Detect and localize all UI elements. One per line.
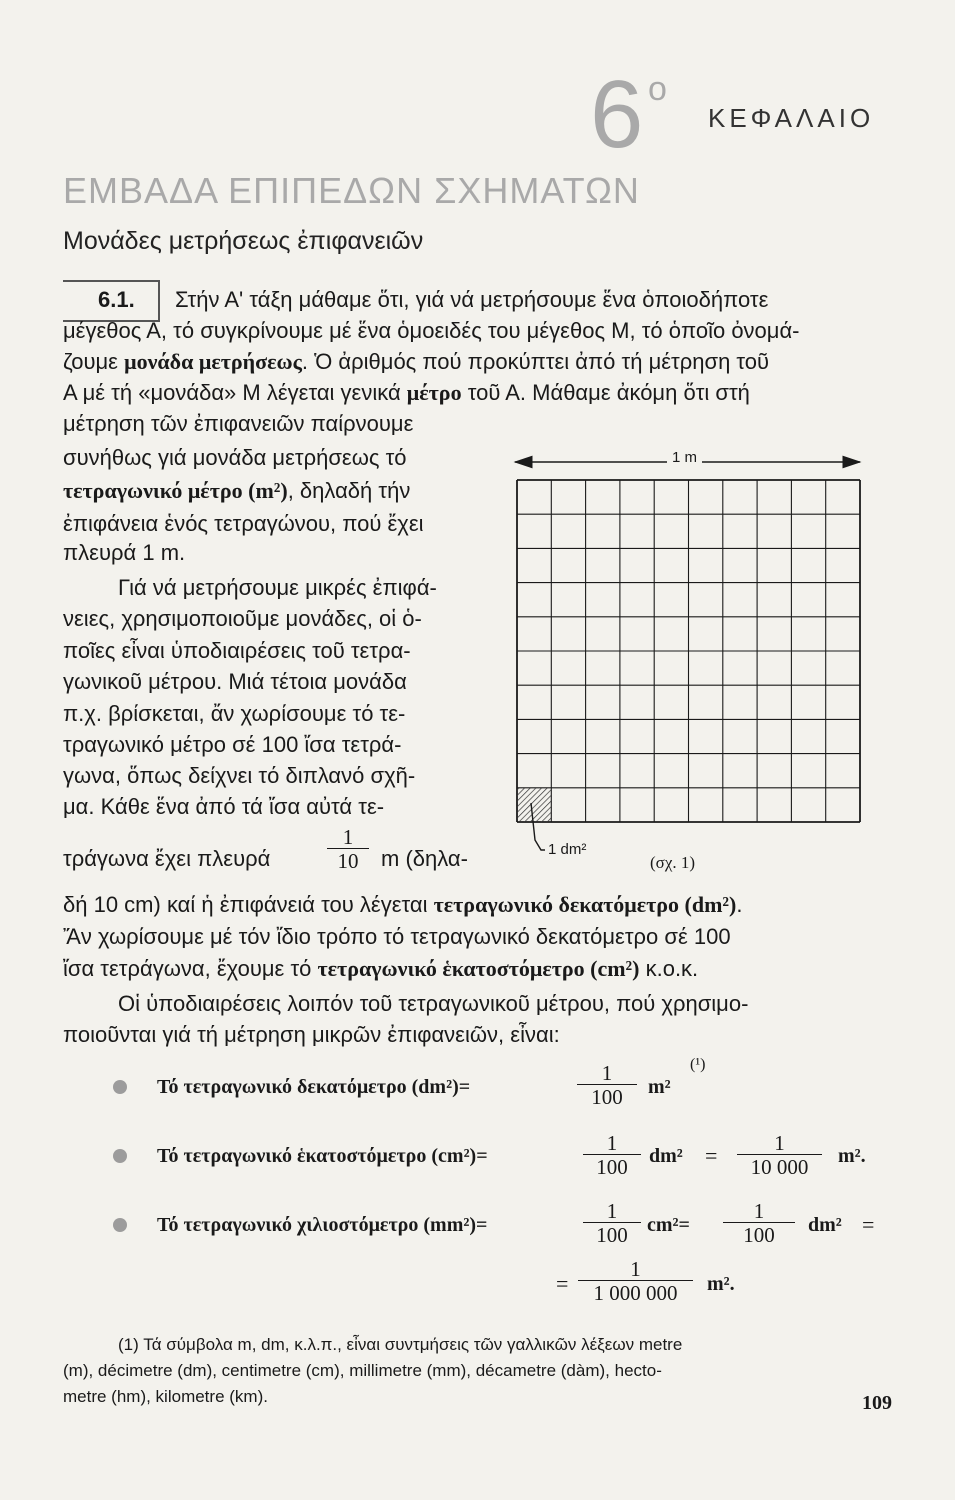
bullet-2-label: Τό τετραγωνικό ἑκατοστόμετρο (cm²)= [157,1145,488,1167]
bullet-dot-1 [113,1080,127,1094]
footnote-reference: (¹) [690,1056,706,1073]
chapter-title: ΕΜΒΑΔΑ ΕΠΙΠΕΔΩΝ ΣΧΗΜΑΤΩΝ [63,170,640,211]
p2-line-9b: m (δηλα- [381,846,468,871]
bullet-4-unit: m². [707,1273,735,1295]
bullet-dot-3 [113,1218,127,1232]
chapter-number: 6 [590,61,644,168]
p1-line-6: συνήθως γιά μονάδα μετρήσεως τό [63,445,407,470]
bullet-3-unit-1: cm²= [647,1214,690,1236]
bullet-2-unit-1: dm² [649,1145,683,1167]
term-measure: μέτρο [406,380,462,405]
figure-top-label: 1 m [667,449,702,466]
bullet-2-equals: = [705,1143,718,1168]
square-metre-grid-figure [505,445,870,865]
p2-line-5: π.χ. βρίσκεται, ἄν χωρίσουμε τό τε- [63,701,406,726]
p1-line-1: Στήν Α' τάξη μάθαμε ὅτι, γιά νά μετρήσουμε ἕνα ὁποιοδήποτε [175,287,769,312]
p3-line-2: ποιοῦνται γιά τή μέτρηση μικρῶν ἐπιφανειῶν, εἶναι: [63,1022,560,1047]
chapter-word: ΚΕΦΑΛΑΙΟ [708,103,875,133]
p2-line-1: Γιά νά μετρήσουμε μικρές ἐπιφά- [118,575,437,600]
fraction-one-hundredth-1: 1 100 [577,1062,637,1109]
fraction-one-ten-thousandth: 1 10 000 [737,1132,822,1179]
chapter-number-superscript: o [648,70,667,108]
p2-line-7: γωνα, ὅπως δείχνει τό διπλανό σχῆ- [63,763,416,788]
p3-line-1: Οἱ ὑποδιαιρέσεις λοιπόν τοῦ τετραγωνικοῦ μέτρου, πού χρησιμο- [118,991,749,1016]
p2-line-9a: τράγωνα ἔχει πλευρά [63,846,271,871]
fraction-one-millionth: 1 1 000 000 [578,1258,693,1305]
p1-line-9: πλευρά 1 m. [63,540,186,565]
term-unit-of-measure: μονάδα μετρήσεως [124,349,302,374]
figure-caption: (σχ. 1) [650,853,696,872]
footnote-line-3: metre (hm), kilometre (km). [63,1387,268,1406]
footnote-line-1: (1) Τά σύμβολα m, dm, κ.λ.π., εἶναι συντμήσεις τῶν γαλλικῶν λέξεων metre [118,1335,683,1354]
p2-line-12: ἴσα τετράγωνα, ἔχουμε τό τετραγωνικό ἑκατοστόμετρο (cm²) κ.ο.κ. [63,956,699,981]
bullet-4-equals: = [556,1271,569,1296]
fraction-one-hundredth-3: 1 100 [583,1200,641,1247]
p2-line-6: τραγωνικό μέτρο σέ 100 ἴσα τετρά- [63,732,402,757]
p2-line-10: δή 10 cm) καί ἡ ἐπιφάνειά του λέγεται τετραγωνικό δεκατόμετρο (dm²). [63,892,743,917]
grid-lines [517,480,860,822]
p2-line-3: ποῖες εἶναι ὑποδιαιρέσεις τοῦ τετρα- [63,638,411,663]
p2-line-2: νειες, χρησιμοποιοῦμε μονάδες, οἱ ὁ- [63,606,422,631]
one-dm-square-hatched [517,788,551,822]
p1-line-2: μέγεθος Α, τό συγκρίνουμε μέ ἕνα ὁμοειδές του μέγεθος Μ, τό ὁποῖο ὀνομά- [63,318,800,343]
bullet-1-label: Τό τετραγωνικό δεκατόμετρο (dm²)= [157,1076,471,1098]
bullet-dot-2 [113,1149,127,1163]
bullet-1-unit: m² [648,1076,671,1098]
fraction-one-hundredth-2: 1 100 [583,1132,641,1179]
bullet-3-equals: = [862,1212,875,1237]
bullet-3-label: Τό τετραγωνικό χιλιοστόμετρο (mm²)= [157,1214,488,1236]
fraction-one-tenth: 1 10 [327,826,369,873]
bullet-2-unit-2: m². [838,1145,866,1167]
term-square-centimetre: τετραγωνικό ἑκατοστόμετρο (cm²) [317,956,640,981]
p2-line-4: γωνικοῦ μέτρου. Μιά τέτοια μονάδα [63,669,407,694]
fraction-one-hundredth-4: 1 100 [723,1200,795,1247]
term-square-decimetre: τετραγωνικό δεκατόμετρο (dm²) [433,892,737,917]
p1-line-3: ζουμε μονάδα μετρήσεως. Ὁ ἀριθμός πού προκύπτει ἀπό τή μέτρηση τοῦ [63,349,770,374]
section-number: 6.1. [98,287,135,312]
p1-line-5: μέτρηση τῶν ἐπιφανειῶν παίρνουμε [63,411,414,436]
p2-line-8: μα. Κάθε ἕνα ἀπό τά ἴσα αὐτά τε- [63,794,385,819]
p1-line-8: ἐπιφάνεια ἑνός τετραγώνου, πού ἔχει [63,511,424,536]
page-number: 109 [862,1392,892,1414]
p2-line-11: Ἄν χωρίσουμε μέ τόν ἴδιο τρόπο τό τετραγωνικό δεκατόμετρο σέ 100 [63,924,731,949]
p1-line-7: τετραγωνικό μέτρο (m²), δηλαδή τήν [63,478,411,503]
footnote-line-2: (m), décimetre (dm), centimetre (cm), millimetre (mm), décametre (dàm), hecto- [63,1361,662,1380]
section-title: Μονάδες μετρήσεως ἐπιφανειῶν [63,227,424,255]
figure-bottom-label: 1 dm² [548,841,587,858]
p1-line-4: Α μέ τή «μονάδα» Μ λέγεται γενικά μέτρο τοῦ Α. Μάθαμε ἀκόμη ὅτι στή [63,380,750,405]
bullet-3-unit-2: dm² [808,1214,842,1236]
term-square-metre: τετραγωνικό μέτρο (m²) [63,478,288,503]
